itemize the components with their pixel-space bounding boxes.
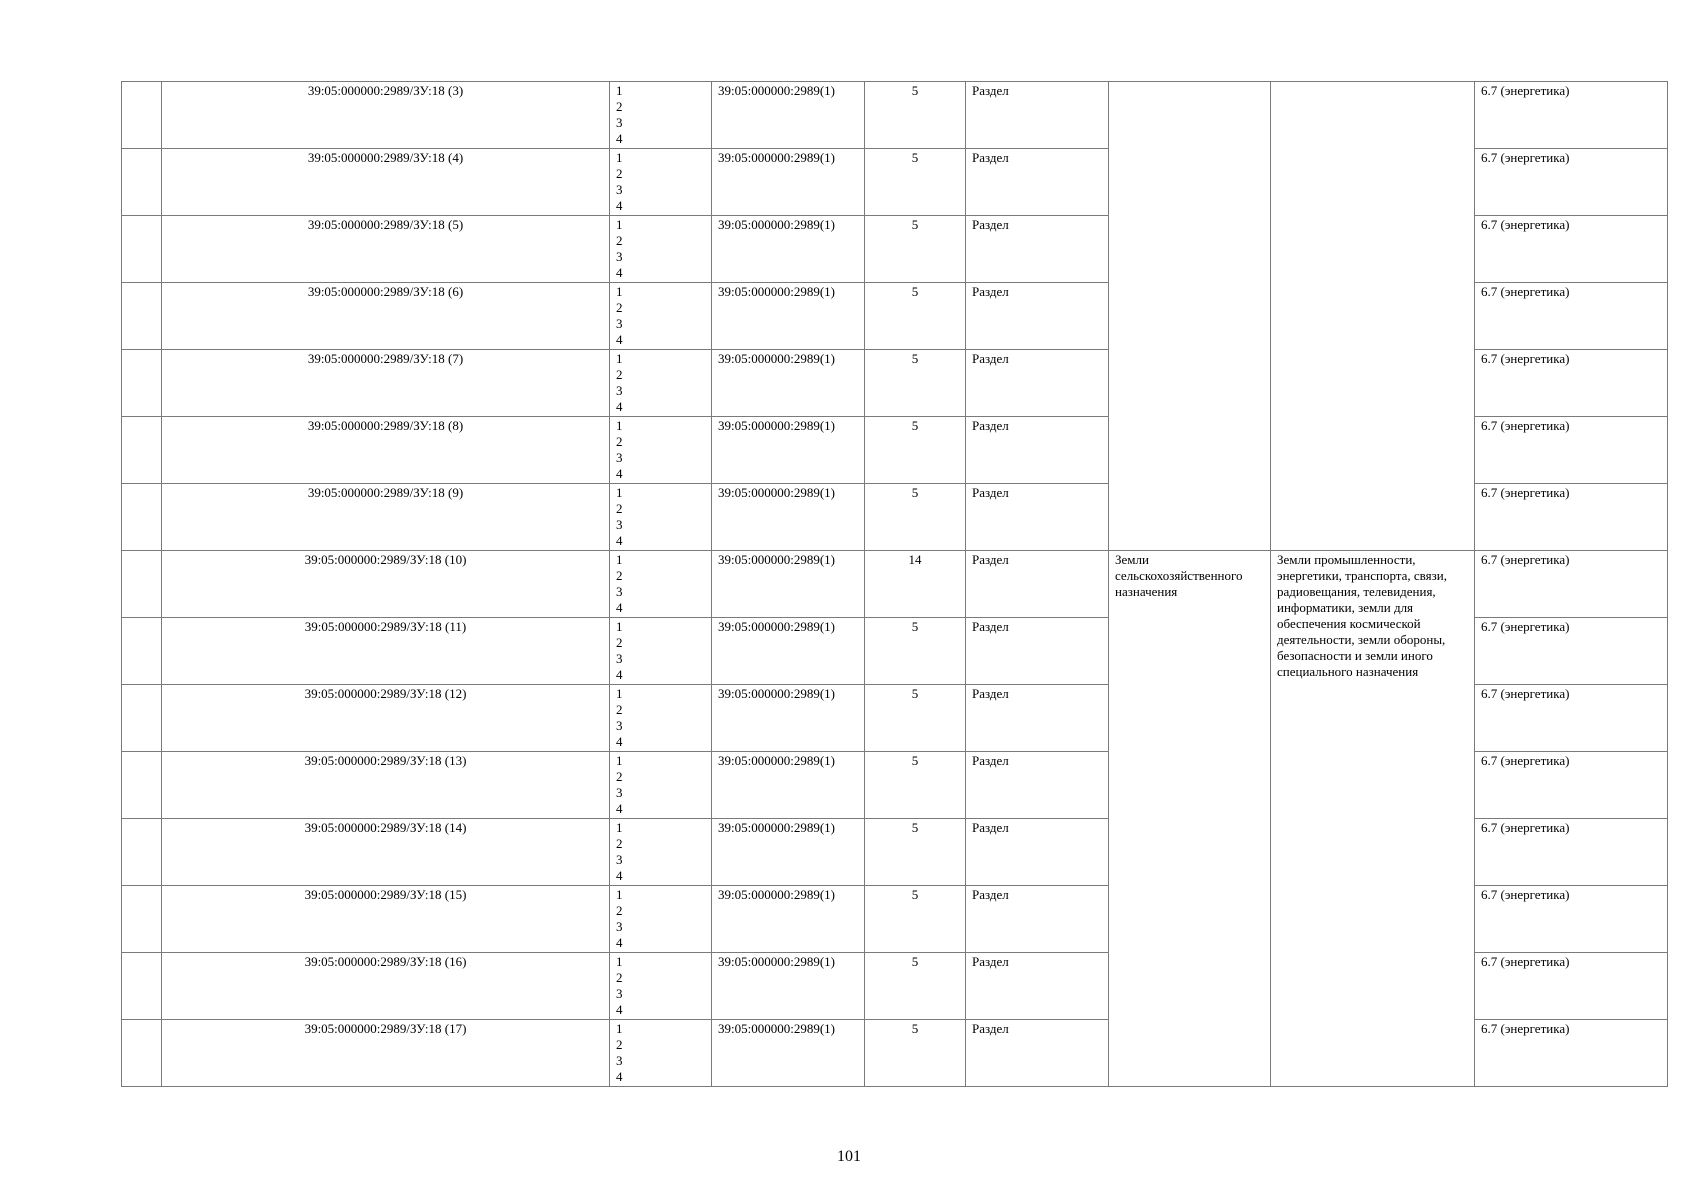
- permitted-use-cell: 6.7 (энергетика): [1475, 82, 1668, 149]
- plot-id-cell: 39:05:000000:2989/ЗУ:18 (7): [162, 350, 610, 417]
- point-number: 2: [616, 300, 623, 315]
- land-plots-table: [121, 81, 1668, 1087]
- area-cell: 5: [865, 350, 966, 417]
- permitted-use-cell: 6.7 (энергетика): [1475, 484, 1668, 551]
- point-number: 2: [616, 702, 623, 717]
- point-number: 2: [616, 970, 623, 985]
- source-plot-cell: 39:05:000000:2989(1): [712, 685, 865, 752]
- permitted-use-cell: 6.7 (энергетика): [1475, 886, 1668, 953]
- permitted-use-cell: 6.7 (энергетика): [1475, 685, 1668, 752]
- area-cell: 5: [865, 752, 966, 819]
- points-cell: [610, 82, 712, 149]
- point-number: 4: [616, 868, 623, 883]
- point-number: 3: [616, 651, 623, 666]
- formation-method-cell: Раздел: [966, 752, 1109, 819]
- points-cell: [610, 216, 712, 283]
- point-number: 3: [616, 919, 623, 934]
- plot-id-cell: 39:05:000000:2989/ЗУ:18 (14): [162, 819, 610, 886]
- row-number-cell: [122, 819, 162, 886]
- point-number: 2: [616, 903, 623, 918]
- source-plot-cell: 39:05:000000:2989(1): [712, 819, 865, 886]
- permitted-use-cell: 6.7 (энергетика): [1475, 216, 1668, 283]
- permitted-use-cell: 6.7 (энергетика): [1475, 618, 1668, 685]
- point-number: 3: [616, 115, 623, 130]
- area-cell: 5: [865, 618, 966, 685]
- point-number: 4: [616, 935, 623, 950]
- row-number-cell: [122, 886, 162, 953]
- area-cell: 5: [865, 685, 966, 752]
- point-number: 1: [616, 284, 623, 299]
- permitted-use-cell: 6.7 (энергетика): [1475, 752, 1668, 819]
- table-row: [122, 82, 1668, 149]
- points-cell: [610, 484, 712, 551]
- area-cell: 5: [865, 886, 966, 953]
- point-number: 1: [616, 686, 623, 701]
- source-plot-cell: 39:05:000000:2989(1): [712, 283, 865, 350]
- points-cell: [610, 819, 712, 886]
- point-number: 2: [616, 501, 623, 516]
- category-to-cell-empty: [1271, 82, 1475, 551]
- row-number-cell: [122, 685, 162, 752]
- formation-method-cell: Раздел: [966, 417, 1109, 484]
- row-number-cell: [122, 551, 162, 618]
- row-number-cell: [122, 149, 162, 216]
- formation-method-cell: Раздел: [966, 886, 1109, 953]
- formation-method-cell: Раздел: [966, 216, 1109, 283]
- permitted-use-cell: 6.7 (энергетика): [1475, 819, 1668, 886]
- points-cell: [610, 752, 712, 819]
- plot-id-cell: 39:05:000000:2989/ЗУ:18 (17): [162, 1020, 610, 1087]
- permitted-use-cell: 6.7 (энергетика): [1475, 953, 1668, 1020]
- plot-id-cell: 39:05:000000:2989/ЗУ:18 (9): [162, 484, 610, 551]
- formation-method-cell: Раздел: [966, 350, 1109, 417]
- point-number: 1: [616, 83, 623, 98]
- points-cell: [610, 283, 712, 350]
- permitted-use-cell: 6.7 (энергетика): [1475, 283, 1668, 350]
- plot-id-cell: 39:05:000000:2989/ЗУ:18 (6): [162, 283, 610, 350]
- area-cell: 5: [865, 1020, 966, 1087]
- permitted-use-cell: 6.7 (энергетика): [1475, 149, 1668, 216]
- source-plot-cell: 39:05:000000:2989(1): [712, 618, 865, 685]
- point-number: 1: [616, 753, 623, 768]
- area-cell: 5: [865, 484, 966, 551]
- category-from-cell: Земли сельскохозяйственного назначения: [1109, 551, 1271, 1087]
- category-from-cell-empty: [1109, 82, 1271, 551]
- point-number: 1: [616, 887, 623, 902]
- row-number-cell: [122, 82, 162, 149]
- area-cell: 5: [865, 283, 966, 350]
- points-cell: [610, 618, 712, 685]
- points-cell: [610, 1020, 712, 1087]
- formation-method-cell: Раздел: [966, 685, 1109, 752]
- permitted-use-cell: 6.7 (энергетика): [1475, 551, 1668, 618]
- point-number: 3: [616, 249, 623, 264]
- point-number: 3: [616, 517, 623, 532]
- row-number-cell: [122, 484, 162, 551]
- plot-id-cell: 39:05:000000:2989/ЗУ:18 (16): [162, 953, 610, 1020]
- points-cell: [610, 551, 712, 618]
- page-number: 101: [837, 1148, 861, 1165]
- row-number-cell: [122, 417, 162, 484]
- point-number: 3: [616, 584, 623, 599]
- point-number: 1: [616, 351, 623, 366]
- point-number: 2: [616, 836, 623, 851]
- point-number: 4: [616, 399, 623, 414]
- point-number: 4: [616, 198, 623, 213]
- area-cell: 5: [865, 216, 966, 283]
- plot-id-cell: 39:05:000000:2989/ЗУ:18 (4): [162, 149, 610, 216]
- source-plot-cell: 39:05:000000:2989(1): [712, 149, 865, 216]
- permitted-use-cell: 6.7 (энергетика): [1475, 1020, 1668, 1087]
- points-cell: [610, 417, 712, 484]
- area-cell: 14: [865, 551, 966, 618]
- point-number: 3: [616, 986, 623, 1001]
- point-number: 4: [616, 600, 623, 615]
- plot-id-cell: 39:05:000000:2989/ЗУ:18 (5): [162, 216, 610, 283]
- source-plot-cell: 39:05:000000:2989(1): [712, 551, 865, 618]
- point-number: 1: [616, 418, 623, 433]
- row-number-cell: [122, 618, 162, 685]
- point-number: 3: [616, 718, 623, 733]
- permitted-use-cell: 6.7 (энергетика): [1475, 417, 1668, 484]
- point-number: 2: [616, 1037, 623, 1052]
- point-number: 4: [616, 466, 623, 481]
- formation-method-cell: Раздел: [966, 618, 1109, 685]
- table-row: [122, 551, 1668, 618]
- area-cell: 5: [865, 819, 966, 886]
- area-cell: 5: [865, 417, 966, 484]
- plot-id-cell: 39:05:000000:2989/ЗУ:18 (8): [162, 417, 610, 484]
- point-number: 1: [616, 820, 623, 835]
- formation-method-cell: Раздел: [966, 149, 1109, 216]
- source-plot-cell: 39:05:000000:2989(1): [712, 216, 865, 283]
- plot-id-cell: 39:05:000000:2989/ЗУ:18 (13): [162, 752, 610, 819]
- point-number: 2: [616, 99, 623, 114]
- source-plot-cell: 39:05:000000:2989(1): [712, 953, 865, 1020]
- formation-method-cell: Раздел: [966, 819, 1109, 886]
- point-number: 2: [616, 434, 623, 449]
- plot-id-cell: 39:05:000000:2989/ЗУ:18 (11): [162, 618, 610, 685]
- points-cell: [610, 953, 712, 1020]
- point-number: 4: [616, 667, 623, 682]
- source-plot-cell: 39:05:000000:2989(1): [712, 417, 865, 484]
- area-cell: 5: [865, 149, 966, 216]
- permitted-use-cell: 6.7 (энергетика): [1475, 350, 1668, 417]
- point-number: 3: [616, 316, 623, 331]
- plot-id-cell: 39:05:000000:2989/ЗУ:18 (15): [162, 886, 610, 953]
- point-number: 2: [616, 233, 623, 248]
- row-number-cell: [122, 216, 162, 283]
- point-number: 2: [616, 769, 623, 784]
- points-cell: [610, 685, 712, 752]
- point-number: 1: [616, 150, 623, 165]
- point-number: 1: [616, 485, 623, 500]
- point-number: 3: [616, 182, 623, 197]
- category-to-cell: Земли промышленности, энергетики, транспорта, связи, радиовещания, телевидения, информатики, земли для обеспечения космической деятельности, земли обороны, безопасности и земли иного специального назначения: [1271, 551, 1475, 1087]
- formation-method-cell: Раздел: [966, 283, 1109, 350]
- point-number: 1: [616, 619, 623, 634]
- point-number: 2: [616, 367, 623, 382]
- row-number-cell: [122, 752, 162, 819]
- point-number: 4: [616, 801, 623, 816]
- point-number: 1: [616, 954, 623, 969]
- point-number: 4: [616, 734, 623, 749]
- area-cell: 5: [865, 82, 966, 149]
- area-cell: 5: [865, 953, 966, 1020]
- point-number: 4: [616, 332, 623, 347]
- point-number: 1: [616, 552, 623, 567]
- point-number: 4: [616, 1002, 623, 1017]
- source-plot-cell: 39:05:000000:2989(1): [712, 484, 865, 551]
- points-cell: [610, 350, 712, 417]
- plot-id-cell: 39:05:000000:2989/ЗУ:18 (3): [162, 82, 610, 149]
- plot-id-cell: 39:05:000000:2989/ЗУ:18 (10): [162, 551, 610, 618]
- point-number: 4: [616, 265, 623, 280]
- source-plot-cell: 39:05:000000:2989(1): [712, 886, 865, 953]
- row-number-cell: [122, 953, 162, 1020]
- row-number-cell: [122, 283, 162, 350]
- points-cell: [610, 149, 712, 216]
- table-body: [122, 82, 1668, 1087]
- point-number: 3: [616, 450, 623, 465]
- formation-method-cell: Раздел: [966, 484, 1109, 551]
- source-plot-cell: 39:05:000000:2989(1): [712, 350, 865, 417]
- point-number: 4: [616, 1069, 623, 1084]
- row-number-cell: [122, 1020, 162, 1087]
- point-number: 2: [616, 635, 623, 650]
- formation-method-cell: Раздел: [966, 1020, 1109, 1087]
- point-number: 4: [616, 533, 623, 548]
- formation-method-cell: Раздел: [966, 953, 1109, 1020]
- point-number: 1: [616, 1021, 623, 1036]
- point-number: 3: [616, 852, 623, 867]
- points-cell: [610, 886, 712, 953]
- source-plot-cell: 39:05:000000:2989(1): [712, 1020, 865, 1087]
- point-number: 2: [616, 568, 623, 583]
- point-number: 1: [616, 217, 623, 232]
- point-number: 3: [616, 785, 623, 800]
- plot-id-cell: 39:05:000000:2989/ЗУ:18 (12): [162, 685, 610, 752]
- row-number-cell: [122, 350, 162, 417]
- point-number: 3: [616, 383, 623, 398]
- point-number: 4: [616, 131, 623, 146]
- point-number: 2: [616, 166, 623, 181]
- source-plot-cell: 39:05:000000:2989(1): [712, 82, 865, 149]
- formation-method-cell: Раздел: [966, 82, 1109, 149]
- point-number: 3: [616, 1053, 623, 1068]
- source-plot-cell: 39:05:000000:2989(1): [712, 752, 865, 819]
- formation-method-cell: Раздел: [966, 551, 1109, 618]
